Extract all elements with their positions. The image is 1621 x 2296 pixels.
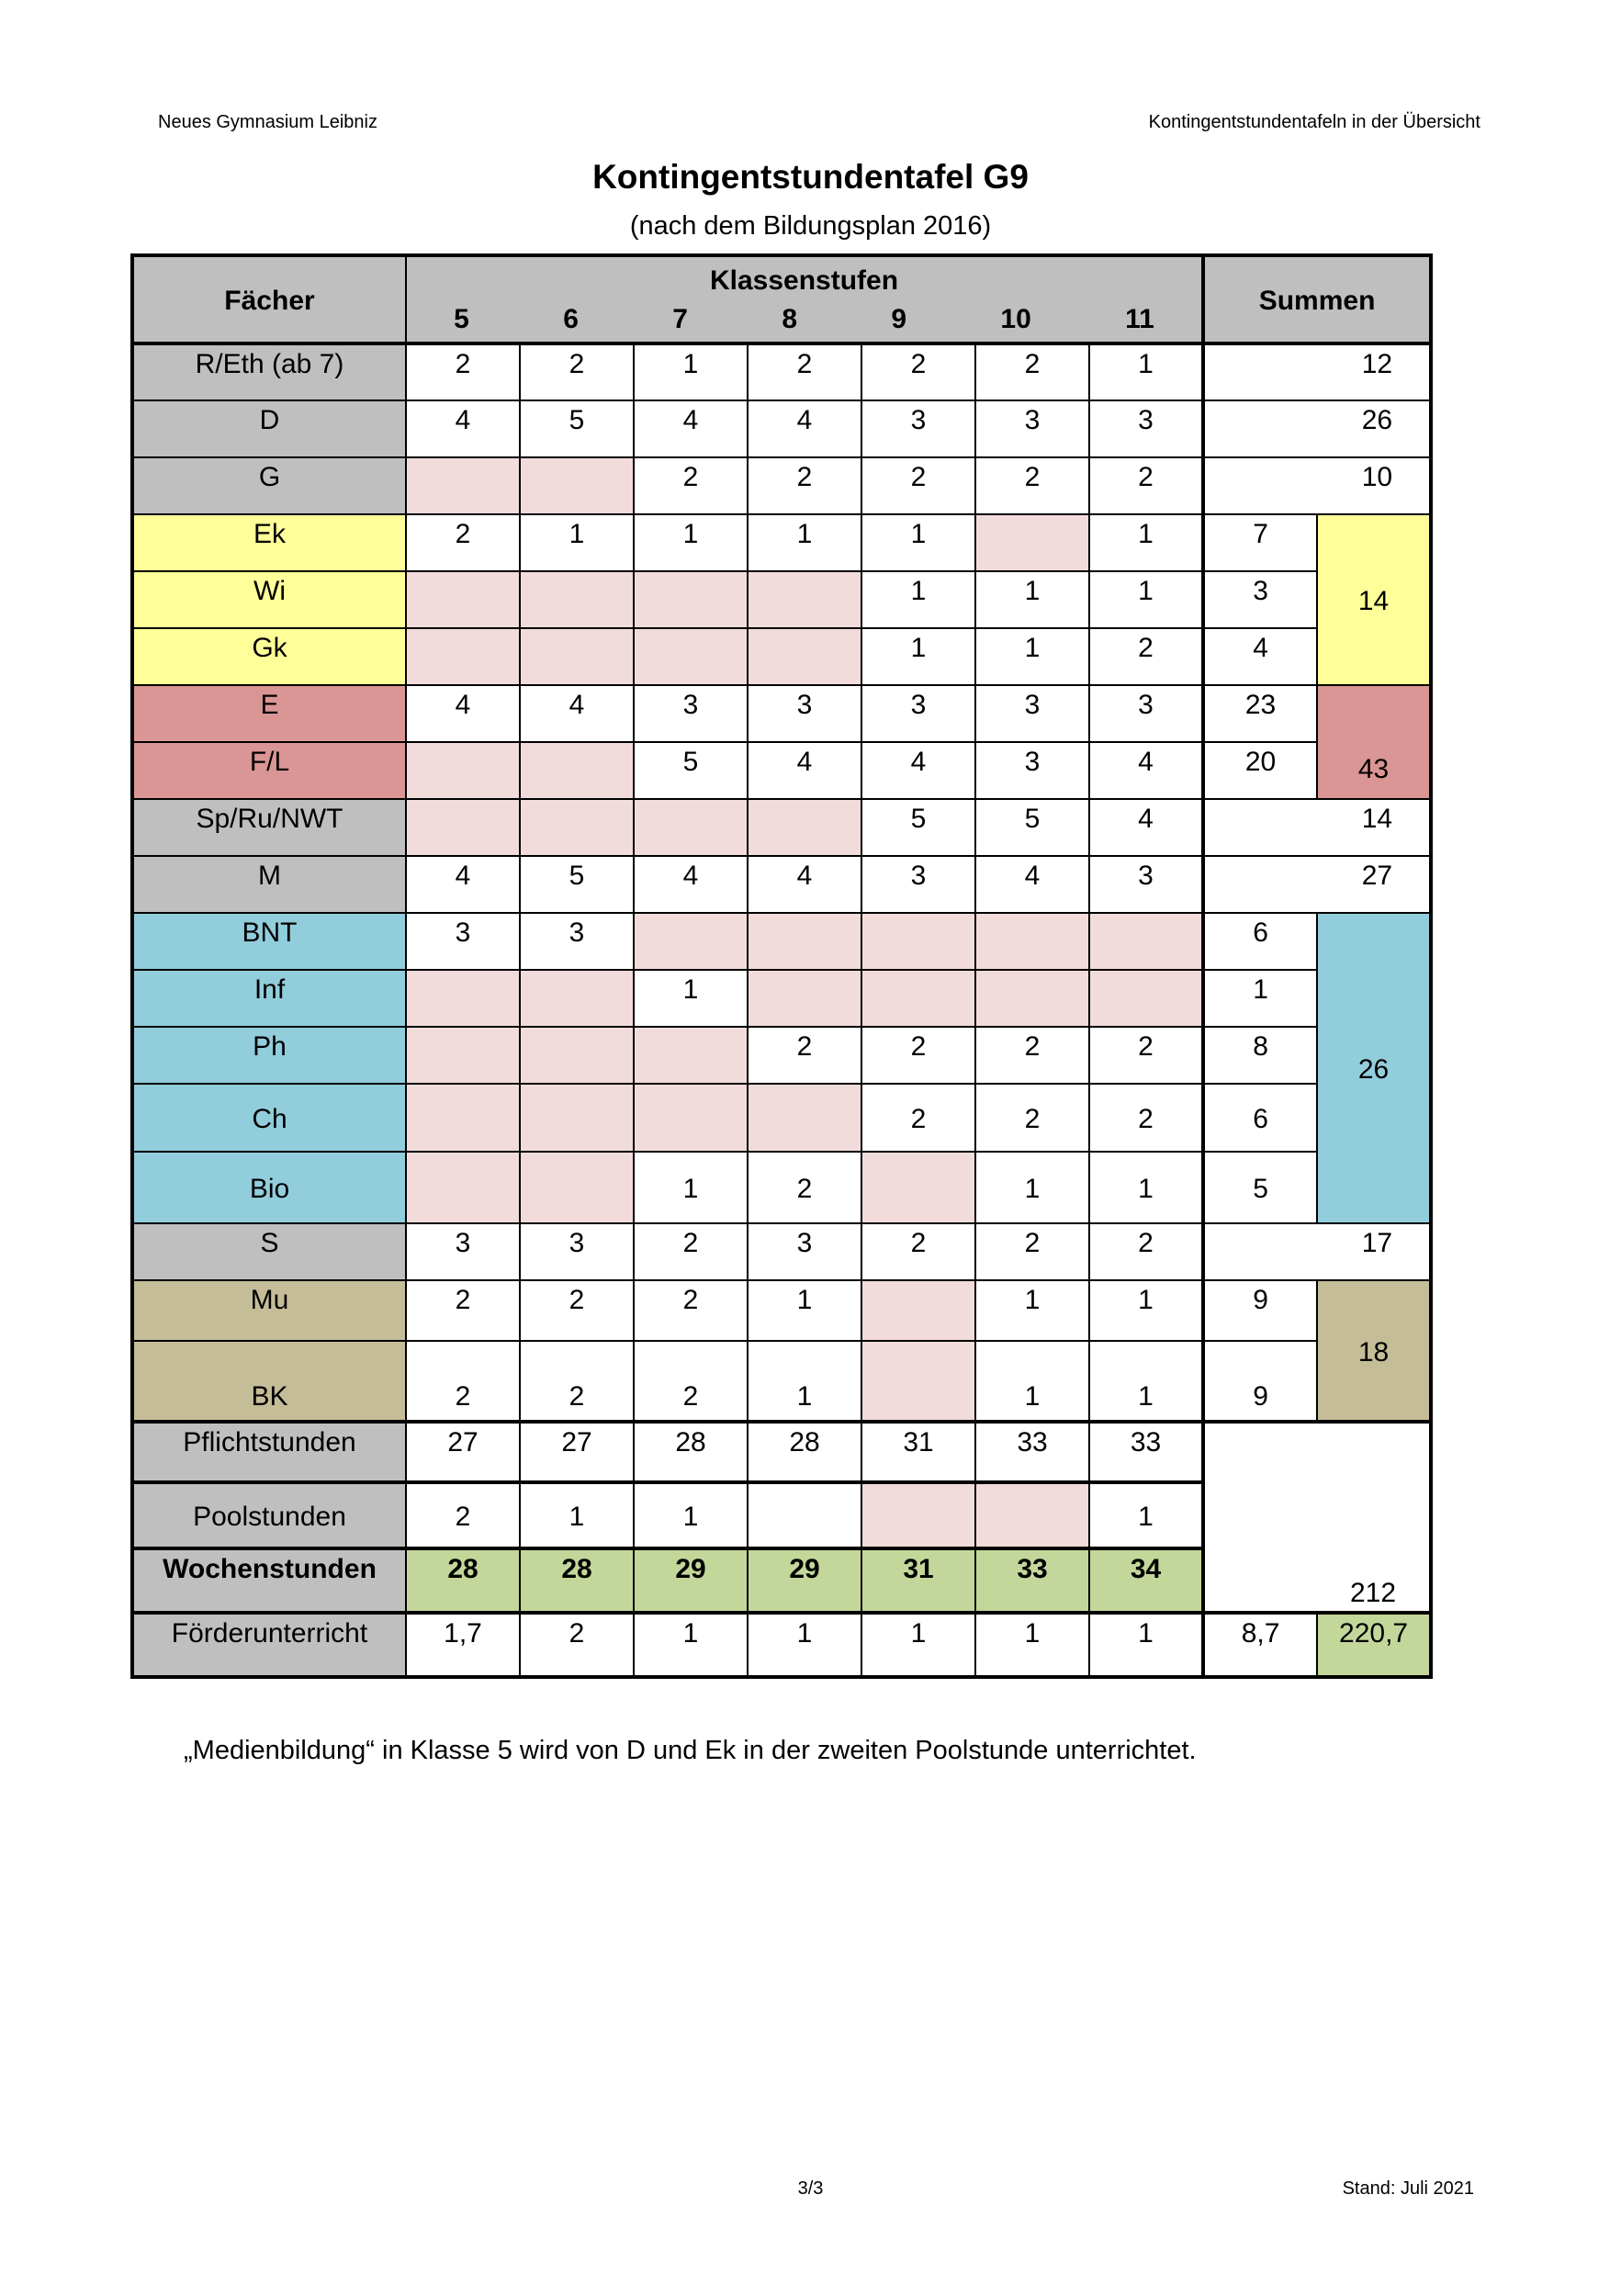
- grade-6: 6: [563, 304, 579, 334]
- subject-cell: Ek: [132, 514, 406, 571]
- value-cell: 3: [520, 1223, 634, 1280]
- subject-cell: Poolstunden: [132, 1482, 406, 1548]
- value-cell: 3: [861, 400, 975, 457]
- value-cell: 2: [1089, 457, 1203, 514]
- value-cell: 1: [975, 1280, 1089, 1341]
- value-cell: [406, 970, 520, 1027]
- value-cell: 2: [406, 1341, 520, 1422]
- value-cell: 2: [406, 514, 520, 571]
- table-row: [132, 856, 1431, 913]
- header-summen: Summen: [1203, 255, 1431, 343]
- value-cell: [975, 970, 1089, 1027]
- subject-cell: D: [132, 400, 406, 457]
- value-cell: 4: [975, 856, 1089, 913]
- value-cell: 1: [520, 514, 634, 571]
- value-cell: [634, 913, 748, 970]
- value-cell: 2: [748, 343, 861, 400]
- value-cell: [634, 799, 748, 856]
- value-cell: 1: [634, 514, 748, 571]
- value-cell: 3: [406, 1223, 520, 1280]
- table-row: [132, 1422, 1431, 1482]
- value-cell: 3: [1089, 856, 1203, 913]
- value-cell: [748, 913, 861, 970]
- value-cell: [406, 1027, 520, 1084]
- value-cell: [634, 628, 748, 685]
- value-cell: 31: [861, 1548, 975, 1613]
- value-cell: 2: [975, 1084, 1089, 1152]
- subject-cell: S: [132, 1223, 406, 1280]
- table-row: [132, 1223, 1431, 1280]
- value-cell: [748, 799, 861, 856]
- grade-5: 5: [454, 304, 469, 334]
- page-number: 3/3: [797, 2178, 824, 2199]
- sum-cell: 3: [1203, 571, 1317, 628]
- value-cell: [861, 913, 975, 970]
- value-cell: 1: [1089, 1341, 1203, 1422]
- value-cell: 1: [1089, 1152, 1203, 1223]
- value-cell: 4: [634, 400, 748, 457]
- value-cell: [748, 1482, 861, 1548]
- value-cell: [406, 457, 520, 514]
- value-cell: 2: [748, 1027, 861, 1084]
- value-cell: 2: [634, 457, 748, 514]
- sum-cell: 17: [1203, 1223, 1431, 1280]
- value-cell: 3: [975, 400, 1089, 457]
- sum-cell: 5: [1203, 1152, 1317, 1223]
- subject-cell: Sp/Ru/NWT: [132, 799, 406, 856]
- table-row: [132, 1027, 1431, 1084]
- page-title: Kontingentstundentafel G9: [592, 158, 1029, 196]
- value-cell: 2: [520, 343, 634, 400]
- document-title: Kontingentstundentafeln in der Übersicht: [1148, 112, 1480, 132]
- value-cell: 1: [1089, 1613, 1203, 1677]
- subject-cell: F/L: [132, 742, 406, 799]
- value-cell: 2: [975, 1223, 1089, 1280]
- value-cell: [1089, 970, 1203, 1027]
- value-cell: [748, 571, 861, 628]
- value-cell: [520, 1152, 634, 1223]
- group-sum-cell: 43: [1317, 685, 1431, 799]
- header-klassenstufen: [406, 255, 1203, 343]
- value-cell: 3: [748, 685, 861, 742]
- table-row: [132, 1280, 1431, 1341]
- value-cell: 27: [406, 1422, 520, 1482]
- value-cell: [861, 970, 975, 1027]
- value-cell: 2: [634, 1341, 748, 1422]
- value-cell: 33: [975, 1422, 1089, 1482]
- subject-cell: Wi: [132, 571, 406, 628]
- sum-cell: 8,7: [1203, 1613, 1317, 1677]
- value-cell: 1: [975, 571, 1089, 628]
- value-cell: [748, 1084, 861, 1152]
- value-cell: 1: [975, 628, 1089, 685]
- sum-cell: 10: [1203, 457, 1431, 514]
- subject-cell: Ch: [132, 1084, 406, 1152]
- value-cell: 4: [748, 856, 861, 913]
- sum-cell: 9: [1203, 1280, 1317, 1341]
- value-cell: [406, 1084, 520, 1152]
- table-row: [132, 571, 1431, 628]
- value-cell: [634, 1084, 748, 1152]
- sum-cell: 4: [1203, 628, 1317, 685]
- subject-cell: BK: [132, 1341, 406, 1422]
- sum-cell: 23: [1203, 685, 1317, 742]
- value-cell: 2: [520, 1280, 634, 1341]
- value-cell: 5: [975, 799, 1089, 856]
- value-cell: 33: [1089, 1422, 1203, 1482]
- value-cell: 4: [861, 742, 975, 799]
- sum-cell: 1: [1203, 970, 1317, 1027]
- value-cell: 1: [1089, 571, 1203, 628]
- value-cell: 4: [520, 685, 634, 742]
- value-cell: 4: [748, 742, 861, 799]
- value-cell: 1,7: [406, 1613, 520, 1677]
- table-row: [132, 457, 1431, 514]
- value-cell: [975, 1482, 1089, 1548]
- value-cell: 3: [861, 856, 975, 913]
- klassenstufen-label: Klassenstufen: [709, 265, 899, 296]
- sum-cell: 12: [1203, 343, 1431, 400]
- table-row: [132, 1613, 1431, 1677]
- value-cell: 1: [1089, 1482, 1203, 1548]
- footnote: „Medienbildung“ in Klasse 5 wird von D und Ek in der zweiten Poolstunde unterrichtet.: [184, 1736, 1197, 1765]
- subject-cell: Wochenstunden: [132, 1548, 406, 1613]
- subject-cell: Gk: [132, 628, 406, 685]
- subject-cell: Pflichtstunden: [132, 1422, 406, 1482]
- value-cell: 1: [634, 1152, 748, 1223]
- value-cell: 2: [861, 1027, 975, 1084]
- table-row: [132, 1152, 1431, 1223]
- sum-cell: 20: [1203, 742, 1317, 799]
- value-cell: 5: [861, 799, 975, 856]
- sum-cell: 6: [1203, 913, 1317, 970]
- grade-7: 7: [672, 304, 688, 334]
- subject-cell: R/Eth (ab 7): [132, 343, 406, 400]
- value-cell: [520, 799, 634, 856]
- table-row: [132, 913, 1431, 970]
- value-cell: 1: [748, 514, 861, 571]
- value-cell: 28: [520, 1548, 634, 1613]
- value-cell: 2: [520, 1341, 634, 1422]
- sum-cell: 7: [1203, 514, 1317, 571]
- value-cell: 3: [748, 1223, 861, 1280]
- value-cell: 3: [1089, 685, 1203, 742]
- value-cell: 2: [861, 1223, 975, 1280]
- value-cell: 27: [520, 1422, 634, 1482]
- value-cell: 1: [1089, 343, 1203, 400]
- subject-cell: BNT: [132, 913, 406, 970]
- value-cell: 28: [748, 1422, 861, 1482]
- value-cell: 1: [861, 628, 975, 685]
- value-cell: 1: [975, 1341, 1089, 1422]
- value-cell: [634, 1027, 748, 1084]
- group-sum-cell: 14: [1317, 514, 1431, 685]
- value-cell: 29: [748, 1548, 861, 1613]
- value-cell: 31: [861, 1422, 975, 1482]
- value-cell: [861, 1482, 975, 1548]
- value-cell: 1: [1089, 1280, 1203, 1341]
- value-cell: 2: [748, 457, 861, 514]
- subject-cell: M: [132, 856, 406, 913]
- value-cell: 2: [634, 1223, 748, 1280]
- value-cell: 2: [1089, 1027, 1203, 1084]
- value-cell: 1: [634, 343, 748, 400]
- value-cell: 2: [861, 343, 975, 400]
- total-sum-cell: 212: [1203, 1422, 1431, 1613]
- subject-cell: G: [132, 457, 406, 514]
- sum-cell: 27: [1203, 856, 1431, 913]
- value-cell: 1: [520, 1482, 634, 1548]
- value-cell: [748, 970, 861, 1027]
- value-cell: 2: [406, 343, 520, 400]
- page-subtitle: (nach dem Bildungsplan 2016): [629, 211, 992, 241]
- value-cell: 29: [634, 1548, 748, 1613]
- value-cell: 2: [634, 1280, 748, 1341]
- value-cell: [520, 742, 634, 799]
- value-cell: 2: [975, 1027, 1089, 1084]
- grand-total-cell: 220,7: [1317, 1613, 1431, 1677]
- value-cell: 28: [634, 1422, 748, 1482]
- value-cell: 1: [634, 970, 748, 1027]
- stundentafel-table: [130, 253, 1433, 1679]
- value-cell: 5: [520, 400, 634, 457]
- subject-cell: Förderunterricht: [132, 1613, 406, 1677]
- value-cell: [406, 571, 520, 628]
- value-cell: [975, 913, 1089, 970]
- value-cell: 4: [406, 856, 520, 913]
- value-cell: 3: [1089, 400, 1203, 457]
- value-cell: [406, 1152, 520, 1223]
- table-row: [132, 799, 1431, 856]
- grade-11: 11: [1125, 304, 1154, 334]
- stand-date: Stand: Juli 2021: [1342, 2178, 1474, 2199]
- value-cell: 3: [406, 913, 520, 970]
- grade-9: 9: [891, 304, 907, 334]
- value-cell: 4: [1089, 742, 1203, 799]
- table-row: [132, 742, 1431, 799]
- value-cell: [975, 514, 1089, 571]
- value-cell: 1: [634, 1482, 748, 1548]
- grade-10: 10: [1000, 304, 1031, 334]
- table-row: [132, 400, 1431, 457]
- subject-cell: Bio: [132, 1152, 406, 1223]
- value-cell: 1: [748, 1613, 861, 1677]
- school-name: Neues Gymnasium Leibniz: [158, 112, 377, 132]
- subject-cell: Ph: [132, 1027, 406, 1084]
- table-row: [132, 970, 1431, 1027]
- value-cell: [406, 799, 520, 856]
- grade-8: 8: [782, 304, 797, 334]
- sum-cell: 8: [1203, 1027, 1317, 1084]
- value-cell: 1: [634, 1613, 748, 1677]
- value-cell: 1: [861, 1613, 975, 1677]
- value-cell: 2: [1089, 628, 1203, 685]
- value-cell: 2: [748, 1152, 861, 1223]
- value-cell: [520, 628, 634, 685]
- table-row: [132, 628, 1431, 685]
- value-cell: [520, 571, 634, 628]
- value-cell: 28: [406, 1548, 520, 1613]
- value-cell: [1089, 913, 1203, 970]
- value-cell: 3: [520, 913, 634, 970]
- sum-cell: 6: [1203, 1084, 1317, 1152]
- table-row: [132, 343, 1431, 400]
- value-cell: 2: [1089, 1223, 1203, 1280]
- value-cell: [748, 628, 861, 685]
- value-cell: 5: [634, 742, 748, 799]
- value-cell: 2: [406, 1280, 520, 1341]
- value-cell: 1: [748, 1280, 861, 1341]
- table-row: [132, 1084, 1431, 1152]
- value-cell: 4: [748, 400, 861, 457]
- value-cell: 4: [406, 685, 520, 742]
- value-cell: [634, 571, 748, 628]
- value-cell: [520, 1027, 634, 1084]
- value-cell: 4: [634, 856, 748, 913]
- value-cell: [861, 1152, 975, 1223]
- value-cell: 33: [975, 1548, 1089, 1613]
- value-cell: 5: [520, 856, 634, 913]
- value-cell: 1: [748, 1341, 861, 1422]
- sum-cell: 26: [1203, 400, 1431, 457]
- value-cell: 34: [1089, 1548, 1203, 1613]
- value-cell: 1: [861, 571, 975, 628]
- value-cell: [406, 628, 520, 685]
- group-sum-cell: 18: [1317, 1280, 1431, 1422]
- value-cell: [861, 1341, 975, 1422]
- value-cell: 1: [975, 1152, 1089, 1223]
- value-cell: 3: [975, 685, 1089, 742]
- value-cell: [520, 1084, 634, 1152]
- value-cell: 1: [975, 1613, 1089, 1677]
- value-cell: 1: [861, 514, 975, 571]
- header-faecher: Fächer: [132, 255, 406, 343]
- value-cell: 2: [1089, 1084, 1203, 1152]
- value-cell: 2: [975, 343, 1089, 400]
- group-sum-cell: 26: [1317, 913, 1431, 1223]
- value-cell: 1: [1089, 514, 1203, 571]
- value-cell: 2: [861, 457, 975, 514]
- subject-cell: E: [132, 685, 406, 742]
- value-cell: [520, 970, 634, 1027]
- value-cell: 4: [1089, 799, 1203, 856]
- value-cell: 4: [406, 400, 520, 457]
- table-row: [132, 1341, 1431, 1422]
- value-cell: 2: [406, 1482, 520, 1548]
- value-cell: [861, 1280, 975, 1341]
- value-cell: [406, 742, 520, 799]
- value-cell: [520, 457, 634, 514]
- value-cell: 2: [861, 1084, 975, 1152]
- subject-cell: Inf: [132, 970, 406, 1027]
- value-cell: 2: [520, 1613, 634, 1677]
- table-row: [132, 514, 1431, 571]
- sum-cell: 14: [1203, 799, 1431, 856]
- value-cell: 3: [861, 685, 975, 742]
- value-cell: 2: [975, 457, 1089, 514]
- table-row: [132, 685, 1431, 742]
- subject-cell: Mu: [132, 1280, 406, 1341]
- value-cell: 3: [634, 685, 748, 742]
- value-cell: 3: [975, 742, 1089, 799]
- sum-cell: 9: [1203, 1341, 1317, 1422]
